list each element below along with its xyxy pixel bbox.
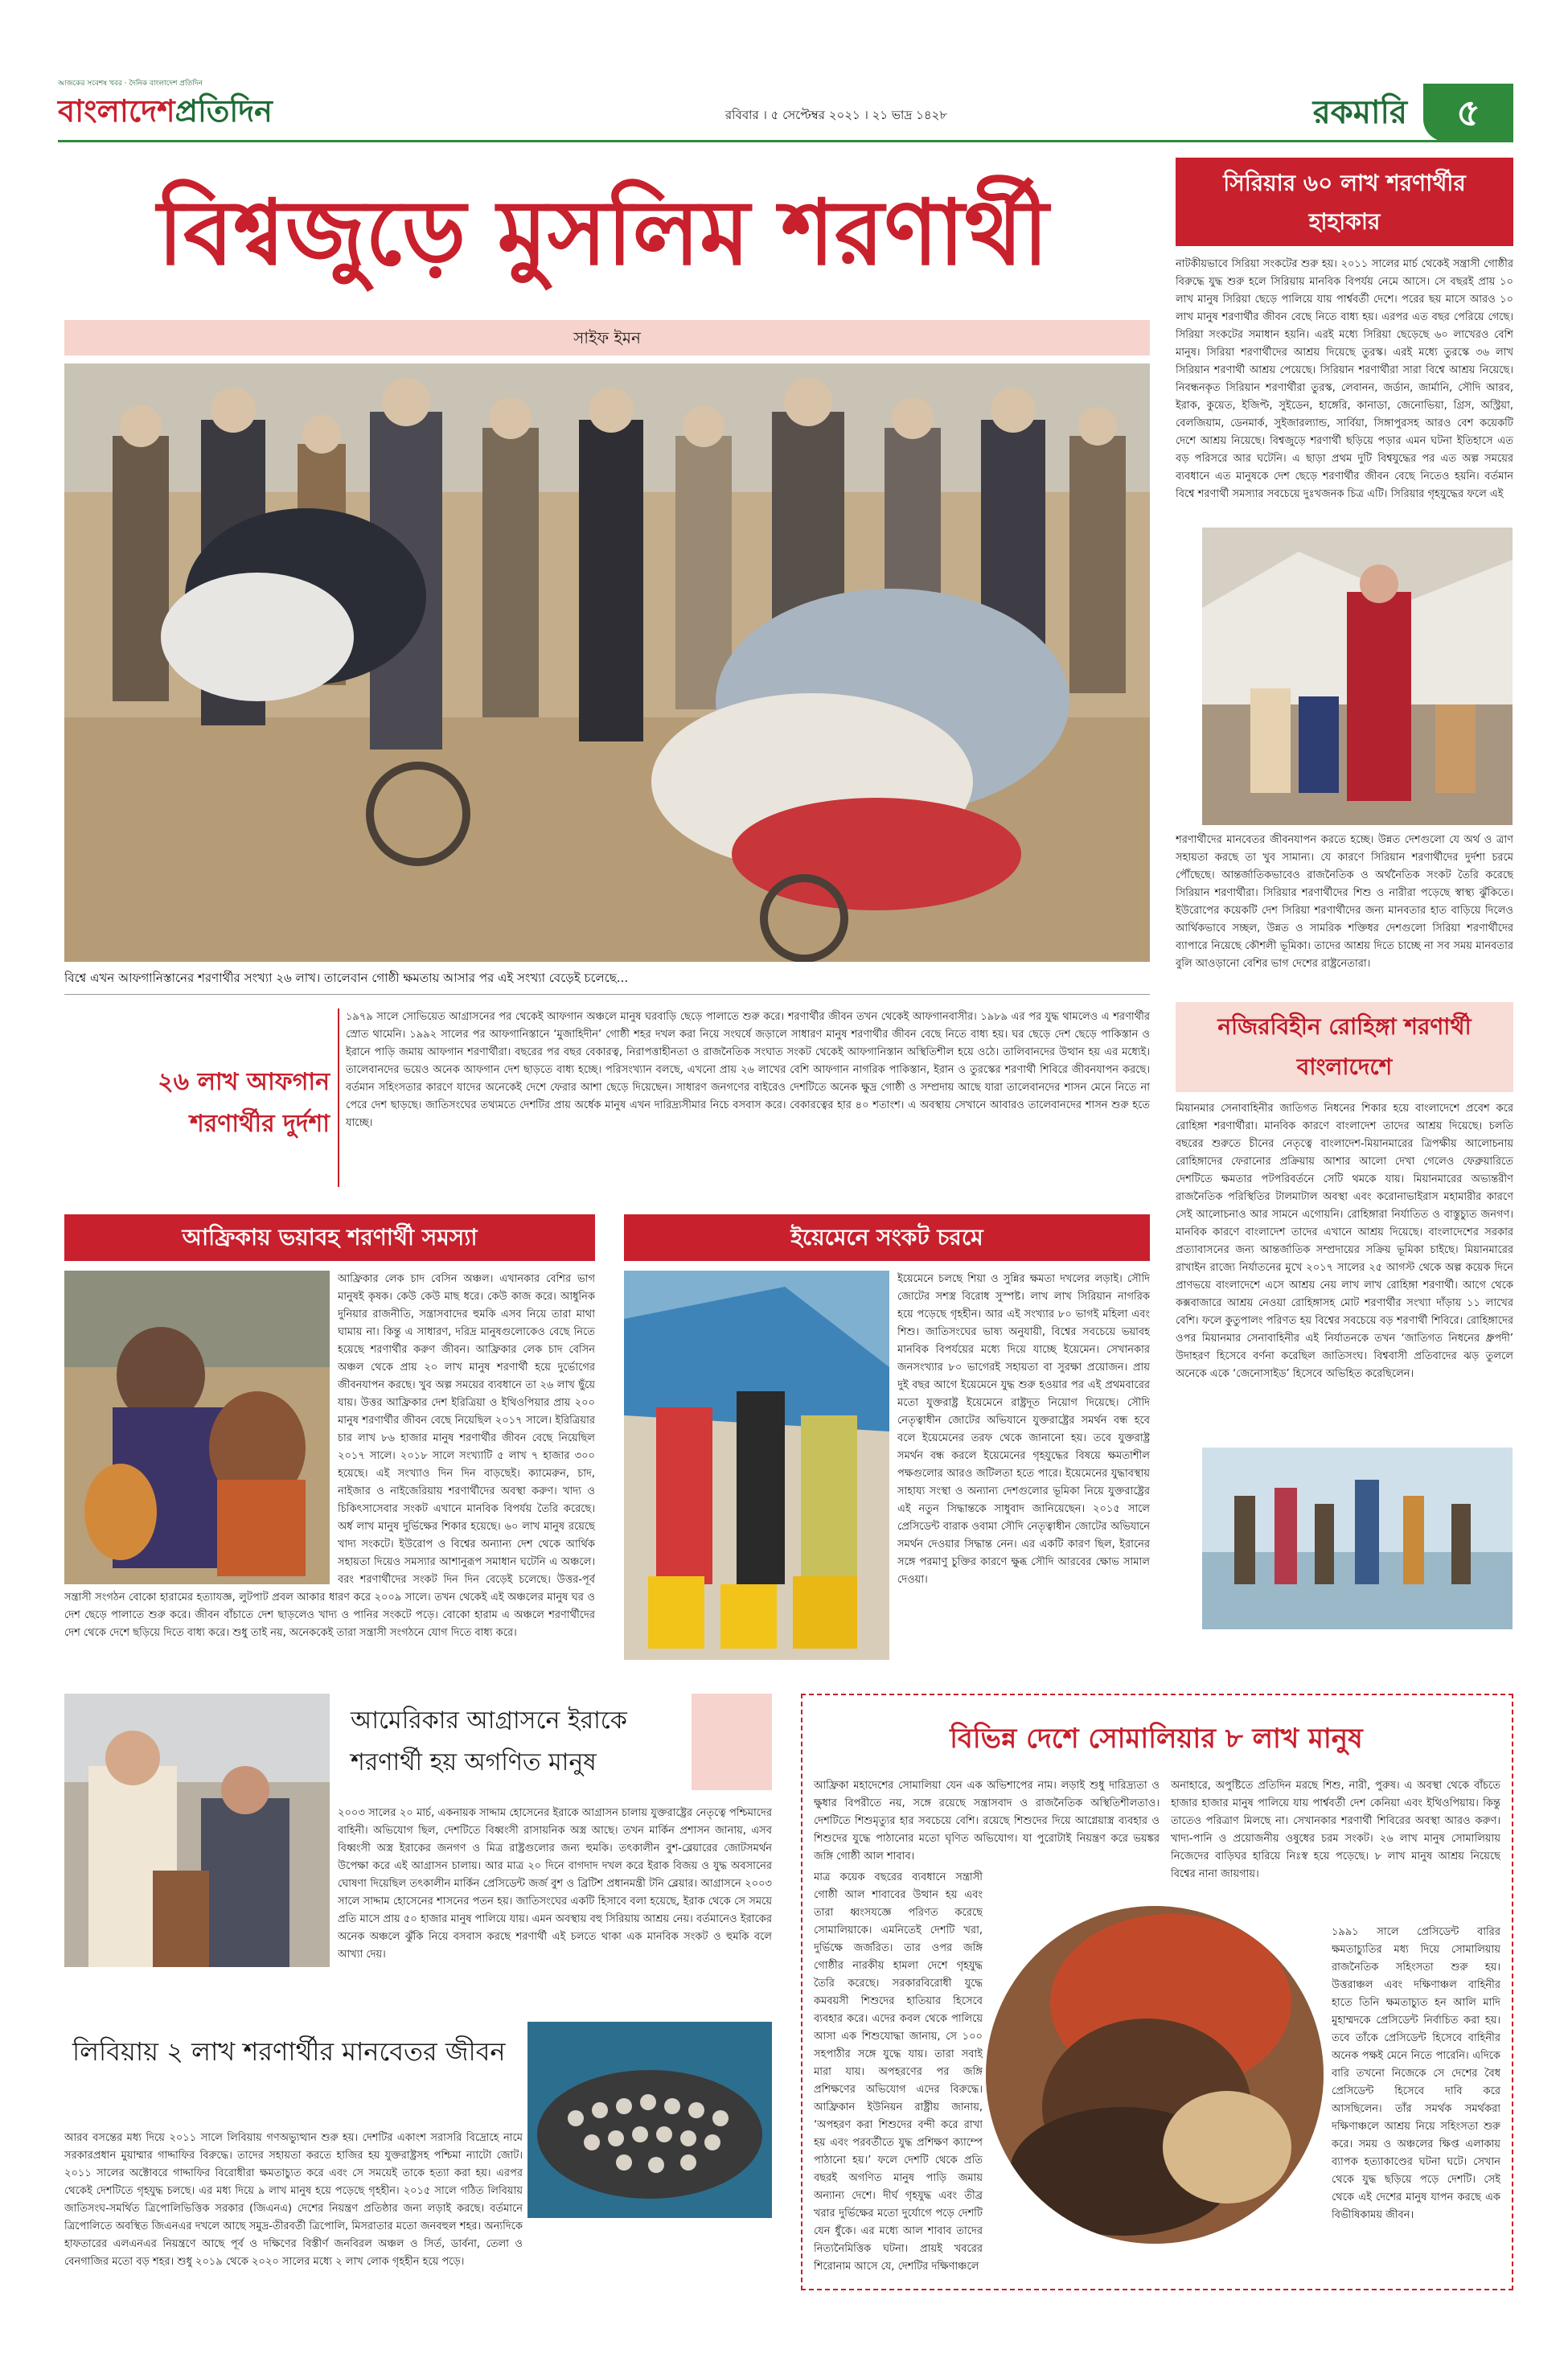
africa-refugees-photo	[64, 1271, 330, 1584]
syria-heading	[1176, 158, 1513, 246]
rohingya-heading-text: নজিরবিহীন রোহিঙ্গা শরণার্থী বাংলাদেশে	[1217, 1013, 1472, 1080]
syria-body-bottom: শরণার্থীদের মানবেতর জীবনযাপন করতে হচ্ছে। উন্নত দেশগুলো যে অর্থ ও ত্রাণ সহায়তা করছে তা খুব সামান্য। যে কারণে সিরিয়ান শরণার্থীদের দুর্দশা চরমে পৌঁছেছে। আন্তর্জাতিকভাবেও রাজনৈতিক ও অর্থনৈতিক সংকট তৈরি করেছে সিরিয়ান শরণার্থীরা। সিরিয়ার শরণার্থীদের শিশু ও নারীরা পড়েছে স্বাস্থ্য ঝুঁকিতে। ইউরোপের কয়েকটি দেশ সিরিয়া শরণার্থীদের জন্য মানবতার হাত বাড়িয়ে দিলেও আর্থিকভাবে সচ্ছল, উন্নত ও সামরিক শক্তিধর দেশগুলো সিরিয়া শরণার্থীদের ব্যাপারে নিয়েছে কৌশলী ভূমিকা। তাদের আশ্রয় দিতে চাচ্ছে না সব সময় মানবতার বুলি আওড়ানো বেশির ভাগ দেশের রাষ্ট্রনেতারা।	[1176, 834, 1513, 970]
rohingya-heading	[1176, 1002, 1513, 1092]
byline: সাইফ ইমন	[573, 328, 641, 347]
somalia-children-photo	[986, 1906, 1324, 2244]
masthead-tagline: আজকের সবেশষ খবর · দৈনিক বাংলাদেশ প্রতিদিন	[58, 80, 203, 88]
masthead	[0, 0, 1568, 145]
caption-rule	[64, 994, 1150, 995]
main-headline: বিশ্বজুড়ে মুসলিম শরণার্থী	[158, 181, 1049, 285]
somalia-body-left: মাত্র কয়েক বছরের ব্যবধানে সন্ত্রাসী গোষ্ঠী আল শাবাবের উত্থান হয় এবং তারা ধ্বংসযজ্ঞে পরিণত করেছে সোমালিয়াকে। এমনিতেই দেশটি খরা, দুর্ভিক্ষে জর্জরিত। তার ওপর জঙ্গি গোষ্ঠীর নারকীয় হামলা দেশে গৃহযুদ্ধ তৈরি করেছে। সরকারবিরোধী যুদ্ধে কমবয়সী শিশুদের হাতিয়ার হিসেবে ব্যবহার করে। এদের কবল থেকে পালিয়ে আসা এক শিশুযোদ্ধা জানায়, সে ১০০ সহপাঠীর সঙ্গে যুদ্ধে যায়। তারা সবাই মারা যায়। অপহরণের পর জঙ্গি প্রশিক্ষণের অভিযোগ এদের বিরুদ্ধে। আফ্রিকান ইউনিয়ন রাষ্ট্রীয় জানায়, ‘অপহরণ করা শিশুদের বন্দী করে রাখা হয় এবং পরবর্তীতে যুদ্ধ প্রশিক্ষণ ক্যাম্পে পাঠানো হয়।’ ফলে দেশটি থেকে প্রতি বছরই অগণিত মানুষ পাড়ি জমায় অন্যান্য দেশে। দীর্ঘ গৃহযুদ্ধ এবং তীব্র খরার দুর্ভিক্ষের মতো দুর্যোগে পড়ে দেশটি যেন ধুঁকে। এর মধ্যে আল শাবাব তাদের নিত্যনৈমিত্তিক ঘটনা। প্রায়ই খবরের শিরোনাম আসে যে, দেশটির দক্ষিণাঞ্চলে	[814, 1871, 983, 2273]
iraq-heading: আমেরিকার আগ্রাসনে ইরাকে শরণার্থী হয় অগণিত মানুষ	[351, 1707, 627, 1776]
africa-body-right: আফ্রিকার লেক চাদ বেসিন অঞ্চল। এখানকার বেশির ভাগ মানুষই কৃষক। কেউ কেউ মাছ ধরে। কেউ কাজ করে। আধুনিক দুনিয়ার রাজনীতি, সন্ত্রাসবাদের হুমকি এসব নিয়ে তারা মাথা ঘামায় না। কিন্তু এ সাধারণ, দরিদ্র মানুষগুলোকেও বেছে নিতে হয়েছে শরণার্থীর করুণ জীবন। আফ্রিকার লেক চাদ বেসিন অঞ্চল থেকে প্রায় ২০ লাখ মানুষ শরণার্থী হয়ে দুর্ভোগের জীবনযাপন করছে। খুব অল্প সময়ের ব্যবধানে তা ২৬ লাখ ছুঁয়ে যায়। উত্তর আফ্রিকার দেশ ইরিত্রিয়া ও ইথিওপিয়ার প্রায় ২০০ মানুষ শরণার্থীর জীবন বেছে নিয়েছিল ২০১৭ সালে। ইরিত্রিয়ার চার লাখ ৮৬ হাজার মানুষ শরণার্থীর জীবন বেছে নিয়েছিল ২০১৭ সালে। ২০১৮ সালে সংখ্যাটি ৫ লাখ ৭ হাজার ৩০০ হয়েছে। এই সংখ্যাও দিন দিন বাড়ছেই। ক্যামেরুন, চাদ, নাইজার ও নাইজেরিয়ায় শরণার্থীদের অবস্থা করুণ। খাদ্য ও চিকিৎসাসেবার সংকট এখানে মানবিক বিপর্যয় তৈরি করেছে। অর্ধ লাখ মানুষ দুর্ভিক্ষের শিকার হয়েছে। ৬০ লাখ মানুষ রয়েছে খাদ্য সংকটে। ইউরোপ ও বিশ্বের অন্যান্য দেশ থেকে আর্থিক সহায়তা দিয়েও সমস্যার আশানুরূপ সমাধান ঘটেনি এ অঞ্চলে। বরং শরণার্থীদের সংকট দিন দিন বেড়েই চলেছে। উত্তর-পূর্ব	[338, 1273, 595, 1586]
rohingya-refugees-photo	[1202, 1448, 1513, 1629]
masthead-rule	[58, 140, 1513, 142]
somalia-heading: বিভিন্ন দেশে সোমালিয়ার ৮ লাখ মানুষ	[950, 1723, 1363, 1755]
section-label: রকমারি	[1312, 94, 1407, 131]
somalia-body-right: ১৯৯১ সালে প্রেসিডেন্ট বারির ক্ষমতাচ্যুতির মধ্য দিয়ে সোমালিয়ায় রাজনৈতিক সহিংসতা শুরু হয়। উত্তরাঞ্চল এবং দক্ষিণাঞ্চল বাহিনীর হাতে তিনি ক্ষমতাচ্যুত হন আলি মাদি মুহাম্মদকে প্রেসিডেন্ট নির্বাচিত করা হয়। তবে তাঁকে প্রেসিডেন্ট হিসেবে বাহিনীর অনেক পক্ষই মেনে নিতে পারেনি। এদিকে বারি তখনো নিজেকে সে দেশের বৈধ প্রেসিডেন্ট হিসেবে দাবি করে আসছিলেন। তাঁর সমর্থক সমর্থকরা দক্ষিণাঞ্চলে আশ্রয় নিয়ে সহিংসতা শুরু করে। সময় ও অঞ্চলের ক্ষিপ্ত এলাকায় ব্যাপক হত্যাকাণ্ডের ঘটনা ঘটে। সেখান থেকে যুদ্ধ ছড়িয়ে পড়ে দেশটি। সেই থেকে এই দেশের মানুষ যাপন করছে এক বিভীষিকাময় জীবন।	[1332, 1926, 1500, 2221]
byline-bar	[64, 320, 1150, 355]
yemen-heading: ইয়েমেনে সংকট চরমে	[624, 1214, 1150, 1261]
afghan-body: ১৯৭৯ সালে সোভিয়েত আগ্রাসনের পর থেকেই আফগান অঞ্চলে মানুষ ঘরবাড়ি ছেড়ে পালাতে শুরু করে। শরণার্থীর জীবন তখন থেকেই আফগানবাসীর। ১৯৮৯ এর পর যুদ্ধ থামলেও এ শরণার্থীর স্রোত থামেনি। ১৯৯২ সালের পর আফগানিস্তানে ‘মুজাহিদীন’ গোষ্ঠী শহর দখল করা নিয়ে সংঘর্ষে জড়ালে সাধারণ মানুষ শরণার্থীর জীবন বেছে নিতে বাধ্য হয়। ঘর ছেড়ে দেশ ছেড়ে পাকিস্তান ও ইরানে পাড়ি জমায় আফগান শরণার্থীরা। বছরের পর বছর বেকারত্ব, নিরাপত্তাহীনতা ও রাজনৈতিক সংঘাত সংকট থেকেই আফগানিস্তান অস্থিতিশীল হয়ে ওঠে। তালিবানদের উত্থান হয় এর মধ্যেই। তালেবানদের ভয়েও অনেক আফগান দেশ ছাড়তে বাধ্য হচ্ছে। পরিসংখ্যান বলছে, এখনো প্রায় ২৬ লাখের বেশি আফগান নাগরিক পাকিস্তান, ইরান ও তুরস্কের শরণার্থী শিবিরে জীবনযাপন করছে। বর্তমান সহিংসতার কারণে যাদের অনেকেই দেশে ফেরার আশা ছেড়ে দিয়েছেন। সাধারণ জনগণের বাইরেও দেশটিতে অনেক ক্ষুদ্র গোষ্ঠী ও সম্প্রদায় আছে যারা তালেবানদের শাসন মেনে নিতে না পেরে দেশ ছাড়ছে। জাতিসংঘের তথ্যমতে দেশটির প্রায় অর্ধেক মানুষ এখন দারিদ্র্যসীমার নিচে বসবাস করে। বেকারত্বের হার ৪০ শতাংশ। এ অবস্থায় সেখানে আবারও তালেবানদের শাসন শুরু হতে যাচ্ছে।	[346, 1011, 1150, 1129]
iraq-heading-band	[692, 1694, 772, 1790]
syria-heading-text: সিরিয়ার ৬০ লাখ শরণার্থীর হাহাকার	[1223, 170, 1466, 235]
somalia-body-top: আফ্রিকা মহাদেশের সোমালিয়া যেন এক অভিশাপের নাম। লড়াই শুধু দারিদ্র্যতা ও ক্ষুধার বিপরীতে নয়, সঙ্গে রয়েছে সন্ত্রাসবাদ ও রাজনৈতিক অস্থিতিশীলতাও। দেশটিতে শিশুমৃত্যুর হার সবচেয়ে বেশি। রয়েছে শিশুদের দিয়ে আগ্নেয়াস্ত্র ব্যবহার ও শিশুদের যুদ্ধে পাঠানোর মতো ঘৃণিত অভিযোগ। যা পুরোটাই নিয়ন্ত্রণ করে ভয়ঙ্কর জঙ্গি গোষ্ঠী আল শাবাব।	[814, 1780, 1160, 1863]
iraq-refugees-photo	[64, 1694, 330, 1967]
africa-heading: আফ্রিকায় ভয়াবহ শরণার্থী সমস্যা	[64, 1214, 595, 1261]
page-number: ৫	[1456, 91, 1480, 134]
page-number-badge	[1423, 84, 1513, 142]
somalia-body-right-top: অনাহারে, অপুষ্টিতে প্রতিদিন মরছে শিশু, নারী, পুরুষ। এ অবস্থা থেকে বাঁচতে হাজার হাজার মানুষ পালিয়ে যায় পার্শ্ববর্তী দেশ কেনিয়া এবং ইথিওপিয়ায়। কিন্তু তাতেও পরিত্রাণ মিলছে না। সেখানকার শরণার্থী শিবিরের অবস্থা আরও করুণ। খাদ্য-পানি ও প্রয়োজনীয় ওষুধের চরম সংকট। ২৬ লাখ মানুষ সোমালিয়ায় নিজেদের বাড়িঘর হারিয়ে নিঃস্ব হয়ে পড়েছে। ৮ লাখ মানুষ আশ্রয় নিয়েছে বিশ্বের নানা জায়গায়।	[1171, 1780, 1500, 1880]
libya-heading: লিবিয়ায় ২ লাখ শরণার্থীর মানবেতর জীবন	[72, 2036, 506, 2067]
libya-body: আরব বসন্তের মধ্য দিয়ে ২০১১ সালে লিবিয়ায় গণঅভ্যুত্থান শুরু হয়। দেশটির একাংশ সরাসরি বিদ্রোহে নামে সরকারপ্রধান মুয়াম্মার গাদ্দাফির বিরুদ্ধে। তাদের সহায়তা করতে হাজির হয় যুক্তরাষ্ট্রসহ পশ্চিমা ন্যাটো জোট। ২০১১ সালের অক্টোবরে গাদ্দাফির বিরোধীরা ক্ষমতাচ্যুত করে এবং সে সময়েই তাকে হত্যা করা হয়। এরপর থেকেই দেশটিতে গৃহযুদ্ধ চলছে। এর মধ্য দিয়ে ৯ লাখ মানুষ হয়ে পড়েছে গৃহহীন। ২০১৫ সালে গঠিত লিবিয়ায় জাতিসংঘ-সমর্থিত ত্রিপোলিভিত্তিক সরকার (জিএনএ) দেশের নিয়ন্ত্রণ প্রতিষ্ঠার জন্য লড়াই করছে। বর্তমানে ত্রিপোলিতে অবস্থিত জিএনএর দখলে আছে সমুদ্র-তীরবর্তী ত্রিপোলি, মিসরাতার মতো জনবহুল শহর। অন্যদিকে হাফতারের এলএনএর নিয়ন্ত্রণে আছে পূর্ব ও দক্ষিণের বিস্তীর্ণ জনবিরল অঞ্চল ও সির্ত, ডার্বনা, তেলা ও বেনগাজির মতো বড় শহর। শুধু ২০১৯ থেকে ২০২০ সালের মধ্যে ২ লাখ লোক গৃহহীন হয়ে পড়ে।	[64, 2132, 523, 2268]
yemen-children-photo	[624, 1271, 889, 1660]
afghan-divider	[338, 1008, 339, 1187]
syria-refugees-photo	[1202, 528, 1513, 825]
rohingya-body: মিয়ানমার সেনাবাহিনীর জাতিগত নিধনের শিকার হয়ে বাংলাদেশে প্রবেশ করে রোহিঙ্গা শরণার্থীরা। মানবিক কারণে বাংলাদেশ তাদের আশ্রয় দিয়েছে। চলতি বছরের শুরুতে চীনের নেতৃত্বে বাংলাদেশ-মিয়ানমারের ত্রিপক্ষীয় আলোচনায় রোহিঙ্গাদের ফেরানোর প্রক্রিয়ায় আশার আলো দেখা গেলেও ফেব্রুয়ারিতে দেশটিতে ক্ষমতার পটপরিবর্তনে সেটি থমকে যায়। মিয়ানমারের অভ্যন্তরীণ রাজনৈতিক পরিস্থিতির টালমাটাল অবস্থা এবং করোনাভাইরাস মহামারীর কারণে সেই আলোচনাও আর সামনে এগোয়নি। রোহিঙ্গারা নির্যাতিত ও বাস্তুচ্যুত জনগণ। মানবিক কারণে বাংলাদেশ তাদের এখানে আশ্রয় দিয়েছে। বাংলাদেশের সরকার প্রত্যাবাসনের জন্য আন্তর্জাতিক সম্প্রদায়ের সক্রিয় ভূমিকা চাইছে। মিয়ানমারের রাখাইন রাজ্যে নির্যাতনের মুখে ২০১৭ সালের ২৫ আগস্ট থেকে অল্প কয়েক দিনে প্রাণভয়ে বাংলাদেশে এসে আশ্রয় নেয় লাখ লাখ রোহিঙ্গা শরণার্থী। আগে থেকে কক্সবাজারে আশ্রয় নেওয়া রোহিঙ্গাসহ মোট শরণার্থীর সংখ্যা দাঁড়ায় ১১ লাখের বেশি। ফলে কুতুপালং পরিণত হয় বিশ্বের সবচেয়ে বড় শরণার্থী শিবিরে। রোহিঙ্গাদের ওপর মিয়ানমার সেনাবাহিনীর এই নির্যাতনকে তখন ‘জাতিগত নিধনের ধ্রুপদী’ উদাহরণ হিসেবে বর্ণনা করেছিল জাতিসংঘ। বিশ্ববাসী প্রতিবাদের ঝড় তুললে অনেকে একে ‘জেনোসাইড’ হিসেবে অভিহিত করেছিলেন।	[1176, 1103, 1513, 1380]
main-photo-caption: বিশ্বে এখন আফগানিস্তানের শরণার্থীর সংখ্যা ২৬ লাখ। তালেবান গোষ্ঠী ক্ষমতায় আসার পর এই সংখ্যা বেড়েই চলেছে...	[64, 971, 629, 985]
libya-boat-photo	[527, 2022, 772, 2218]
afghan-heading: ২৬ লাখ আফগান শরণার্থীর দুর্দশা	[158, 1068, 330, 1138]
issue-date: রবিবার । ৫ সেপ্টেম্বর ২০২১ । ২১ ভাদ্র ১৪২৮	[724, 108, 948, 122]
logo-text-a: বাংলাদেশ	[58, 93, 175, 129]
afghan-refugees-photo	[64, 363, 1150, 962]
newspaper-logo	[58, 88, 347, 137]
iraq-body: ২০০৩ সালের ২০ মার্চ, একনায়ক সাদ্দাম হোসেনের ইরাকে আগ্রাসন চালায় যুক্তরাষ্ট্রের নেতৃত্বে পশ্চিমাদের বাহিনী। অভিযোগ ছিল, দেশটিতে বিধ্বংসী রাসায়নিক অস্ত্র আছে। তখন মার্কিন প্রশাসন জানায়, এসব বিধ্বংসী অস্ত্র ইরাকের জনগণ ও মিত্র রাষ্ট্রগুলোর জন্য হুমকি। তৎকালীন বুশ-ব্লেয়ারের জোটসমর্থন উপেক্ষা করে এই আগ্রাসন চালায়। আর মাত্র ২০ দিনে বাগদাদ দখল করে ইরাক বিজয় ও যুদ্ধ অবসানের ঘোষণা দিয়েছিল তৎকালীন মার্কিন প্রেসিডেন্ট জর্জ বুশ ও ব্রিটিশ প্রধানমন্ত্রী টনি ব্লেয়ার। আগ্রাসনে ২০০৩ সালে সাদ্দাম হোসেনের শাসনের পতন হয়। জাতিসংঘের একটি হিসাবে বলা হয়েছে, ইরাক থেকে সে সময়ে প্রতি মাসে প্রায় ৫০ হাজার মানুষ পালিয়ে যায়। এমন অবস্থায় বহু সিরিয়ায় আশ্রয় নেয়। বর্তমানেও ইরাকের অনেক অঞ্চলে ঝুঁকি নিয়ে বসবাস করছে শরণার্থী এই চলতে থাকা এক মানবিক সংকট ও হুমকি বলে আখ্যা দেয়।	[338, 1807, 772, 1961]
africa-body-bottom: সন্ত্রাসী সংগঠন বোকো হারামের হত্যাযজ্ঞ, লুটপাট প্রবল আকার ধারণ করে ২০০৯ সালে। তখন থেকেই এই অঞ্চলের মানুষ ঘর ও দেশ ছেড়ে পালাতে শুরু করে। জীবন বাঁচাতে দেশ ছাড়লেও খাদ্য ও পানির সংকটে পড়ে। বোকো হারাম এ অঞ্চলে শরণার্থীদের দেশ থেকে দেশে ছড়িয়ে দিতে বাধ্য করে। শুধু তাই নয়, অনেককেই তারা সন্ত্রাসী সংগঠনে যোগ দিতে বাধ্য করে।	[64, 1592, 595, 1639]
logo-text-b: প্রতিদিন	[174, 93, 273, 129]
yemen-body: ইয়েমেনে চলছে শিয়া ও সুন্নির ক্ষমতা দখলের লড়াই। সৌদি জোটের সশস্ত্র বিরোধ সুস্পষ্ট। লাখ লাখ সিরিয়ান নাগরিক হয়ে পড়েছে গৃহহীন। আর এই সংখ্যার ৮০ ভাগই মহিলা এবং শিশু। জাতিসংঘের ভাষ্য অনুযায়ী, বিশ্বের সবচেয়ে ভয়াবহ মানবিক বিপর্যয়ের মধ্যে দিয়ে যাচ্ছে ইয়েমেন। সেখানকার জনসংখ্যার ৮০ ভাগেরই সহায়তা বা সুরক্ষা প্রয়োজন। প্রায় দুই বছর আগে ইয়েমেনে যুদ্ধ শুরু হওয়ার পর এই প্রথমবারের মতো যুক্তরাষ্ট্র ইয়েমেনে রাষ্ট্রদূত নিয়োগ দিয়েছে। সৌদি নেতৃত্বাধীন জোটের অভিযানে যুক্তরাষ্ট্রের সমর্থন বন্ধ হবে বলে ইয়েমেনের তরফ থেকে জানানো হয়। তবে যুক্তরাষ্ট্র সমর্থন বন্ধ করলে ইয়েমেনের গৃহযুদ্ধের বিষয়ে ক্ষমতাশীল পক্ষগুলোর আরও জটিলতা হতে পারে। ইয়েমেনের যুদ্ধাবস্থায় সাহায্য সংস্থা ও অন্যান্য দেশগুলোর ভূমিকা নিয়ে যুক্তরাষ্ট্রের এই নতুন সিদ্ধান্তকে সাধুবাদ জানিয়েছেন। ২০১৫ সালে প্রেসিডেন্ট বারাক ওবামা সৌদি নেতৃত্বাধীন জোটের অভিযানে সমর্থন দেওয়ার সিদ্ধান্ত নেন। এর একটি কারণ ছিল, ইরানের সঙ্গে পরমাণু চুক্তির কারণে ক্ষুব্ধ সৌদি আরবের ক্ষোভ সামাল দেওয়া।	[897, 1273, 1150, 1586]
syria-body-top: নাটকীয়ভাবে সিরিয়া সংকটের শুরু হয়। ২০১১ সালের মার্চ থেকেই সন্ত্রাসী গোষ্ঠীর বিরুদ্ধে যুদ্ধ শুরু হলে সিরিয়ায় মানবিক বিপর্যয় নেমে আসে। সে বছরই প্রায় ১০ লাখ মানুষ সিরিয়া ছেড়ে পালিয়ে যায় পার্শ্ববর্তী দেশে। পরের ছয় মাসে আরও ১০ লাখ মানুষ শরণার্থীর জীবন বেছে নিতে বাধ্য হয়। এরপর এত বছর পেরিয়ে গেছে। সিরিয়া সংকটের সমাধান হয়নি। এরই মধ্যে সিরিয়া ছেড়েছে ৬০ লাখেরও বেশি মানুষ। সিরিয়া শরণার্থীদের আশ্রয় দিয়েছে তুরস্ক। এরই মধ্যে তুরস্কে ৩৬ লাখ সিরিয়ান শরণার্থী আশ্রয় পেয়েছে। সিরিয়ান শরণার্থীরা সারা বিশ্বে আশ্রয় নিয়েছে। নিবন্ধনকৃত সিরিয়ান শরণার্থীরা তুরস্ক, লেবানন, জর্ডান, জার্মানি, সৌদি আরব, ইরাক, কুয়েত, ইজিপ্ট, সুইডেন, হাঙ্গেরি, কানাডা, জেনোভিয়া, গ্রিস, অস্ট্রিয়া, বেলজিয়াম, ডেনমার্ক, সুইজারল্যান্ড, সার্বিয়া, সিঙ্গাপুরসহ আরও বেশ কয়েকটি দেশে আশ্রয় নিয়েছে। বিশ্বজুড়ে শরণার্থী ছড়িয়ে পড়ার এমন ঘটনা ইতিহাসে এত বড় পরিসরে আর ঘটেনি। এ ছাড়া প্রথম দুটি বিশ্বযুদ্ধের পর এত অল্প সময়ের ব্যবধানে এত মানুষকে দেশ ছেড়ে শরণার্থীর জীবন বেছে নিতেও হয়নি। বর্তমান বিশ্বে শরণার্থী সমস্যার সবচেয়ে দুঃখজনক চিত্র এটি। সিরিয়ার গৃহযুদ্ধের ফলে এই	[1176, 258, 1513, 500]
